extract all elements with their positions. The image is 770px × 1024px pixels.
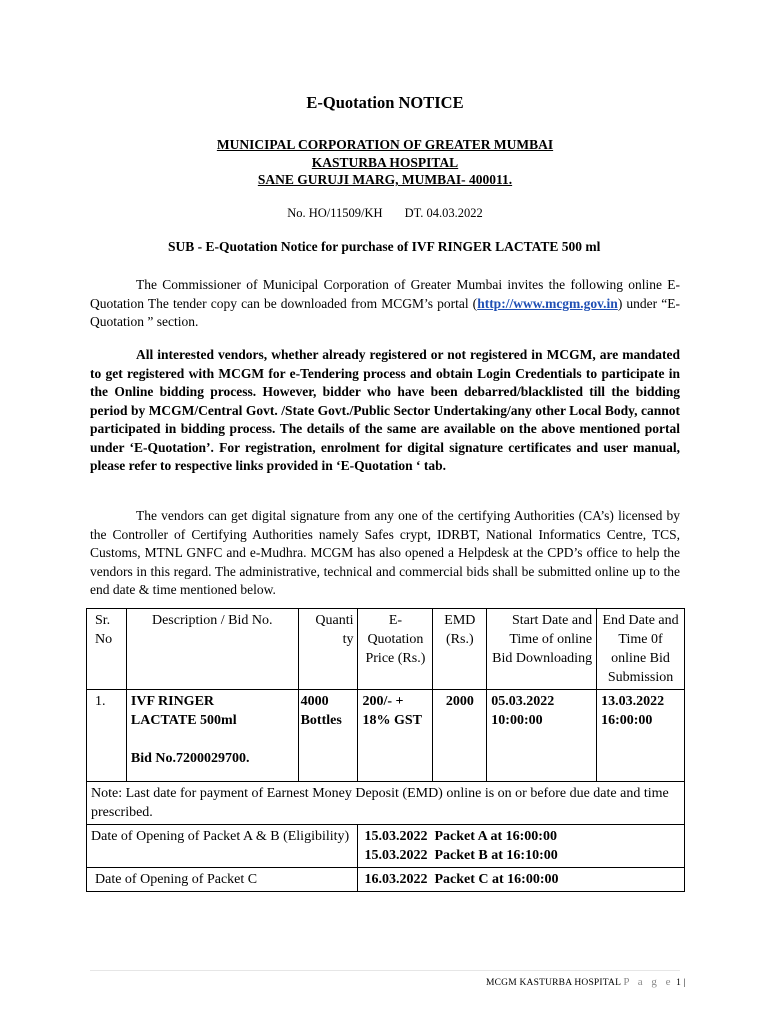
page-footer xyxy=(486,976,686,988)
reference-line xyxy=(0,206,770,221)
note-row xyxy=(87,782,685,825)
table-header-row xyxy=(87,609,685,690)
table-row xyxy=(87,690,685,782)
organization-block xyxy=(0,136,770,189)
notice-title: E-Quotation NOTICE xyxy=(306,93,464,112)
opening-ab-label: Date of Opening of Packet A & B (Eligibility) xyxy=(87,825,358,868)
intro-paragraph xyxy=(90,276,680,332)
header-description: Description / Bid No. xyxy=(126,609,298,690)
row-quantity: 4000 Bottles xyxy=(298,690,358,782)
header-emd: EMD (Rs.) xyxy=(433,609,487,690)
row-item-name: IVF RINGER LACTATE 500ml xyxy=(130,694,237,728)
registration-paragraph xyxy=(90,346,680,476)
registration-text: All interested vendors, whether already registered or not registered in MCGM, are mandated to get registered with MCGM for e-Tendering process and obtain Login Credentials to participate in the Online bidding process. However, bidder who have been debarred/blacklisted till the bidding period by MCGM/Central Govt. /State Govt./Public Sector Undertaking/any other Local Body, cannot participated in bidding process. The details of the same are available on the above mentioned portal under ‘E-Quotation’. For registration, enrolment for digital signature certificates and user manual, please refer to respective links provided in ‘E-Quotation ‘ tab. xyxy=(90,347,680,473)
header-start-date: Start Date and Time of online Bid Downloading xyxy=(487,609,597,690)
opening-row-ab xyxy=(87,825,685,868)
digital-signature-paragraph xyxy=(90,507,680,600)
row-end xyxy=(597,690,685,782)
footer-page-word: P a g e xyxy=(623,976,674,988)
emd-note: Note: Last date for payment of Earnest Money Deposit (EMD) online is on or before due date and time prescribed. xyxy=(87,782,685,825)
row-emd: 2000 xyxy=(433,690,487,782)
subject-line: SUB - E-Quotation Notice for purchase of IVF RINGER LACTATE 500 ml xyxy=(168,239,601,254)
reference-number: No. HO/11509/KH xyxy=(287,206,383,220)
intro-text: The Commissioner of Municipal Corporation of Greater Mumbai invites the following online E-Quotation The tender copy can be downloaded from MCGM’s portal ( xyxy=(90,277,680,311)
packet-b-opening: 15.03.2022 Packet B at 16:10:00 xyxy=(364,848,558,863)
opening-c-label: Date of Opening of Packet C xyxy=(87,868,358,892)
packet-a-opening: 15.03.2022 Packet A at 16:00:00 xyxy=(364,829,557,844)
intro-text-end: ) under “E-Quotation ” section. xyxy=(90,295,680,329)
row-start xyxy=(487,690,597,782)
row-end-date: 13.03.2022 xyxy=(601,694,665,709)
header-price: E-Quotation Price (Rs.) xyxy=(358,609,433,690)
footer-page-number: 1 | xyxy=(676,978,686,988)
org-line-2: KASTURBA HOSPITAL xyxy=(311,154,459,170)
reference-date: DT. 04.03.2022 xyxy=(404,206,483,220)
footer-divider xyxy=(90,970,680,971)
row-start-date: 05.03.2022 xyxy=(491,694,555,709)
digital-signature-text: The vendors can get digital signature from any one of the certifying Authorities (CA’s) licensed by the Controller of Certifying Authorities namely Safes crypt, IDRBT, National Informatics Centre, TCS, Customs, MTNL GNFC and e-Mudhra. MCGM has also opened a Helpdesk at the CPD’s office to help the vendors in this regard. The administrative, technical and commercial bids shall be submitted online up to the end date & time mentioned below. xyxy=(90,508,680,597)
header-quantity: Quanti ty xyxy=(298,609,358,690)
header-end-date: End Date and Time 0f online Bid Submission xyxy=(597,609,685,690)
opening-ab-dates xyxy=(358,825,685,868)
packet-c-opening: 16.03.2022 Packet C at 16:00:00 xyxy=(358,868,685,892)
row-description xyxy=(126,690,298,782)
row-sr-no: 1. xyxy=(87,690,127,782)
row-bid-number: Bid No.7200029700. xyxy=(130,751,250,766)
header-sr-no: Sr. No xyxy=(87,609,127,690)
row-end-time: 16:00:00 xyxy=(601,713,653,728)
footer-org: MCGM KASTURBA HOSPITAL xyxy=(486,978,621,988)
bid-table xyxy=(86,608,685,892)
opening-row-c xyxy=(87,868,685,892)
row-start-time: 10:00:00 xyxy=(491,713,543,728)
org-line-1: MUNICIPAL CORPORATION OF GREATER MUMBAI xyxy=(216,137,554,152)
row-price: 200/- + 18% GST xyxy=(358,690,433,782)
org-line-3: SANE GURUJI MARG, MUMBAI- 400011. xyxy=(257,172,513,187)
portal-link[interactable]: http://www.mcgm.gov.in xyxy=(477,295,618,311)
